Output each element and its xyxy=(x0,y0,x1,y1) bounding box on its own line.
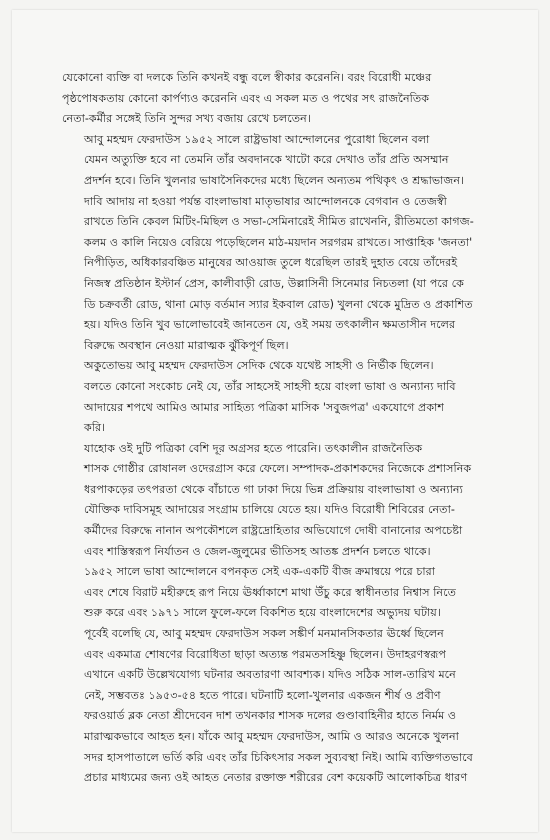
paragraph xyxy=(62,356,516,438)
text-line: মারাত্মকভাবে আহত হন। যাঁকে আবু মহম্মদ ফেরদাউস, আমি ও আরও অনেকে খুলনা xyxy=(84,730,459,743)
text-line: এবং শেষে বিরাট মহীরুহে রূপ নিয়ে ঊর্ধ্বাকাশে মাথা উঁচু করে স্বাধীনতার নিশ্বাস নিতে xyxy=(84,585,456,599)
text-line: পূর্বেই বলেছি যে, আবু মহম্মদ ফেরদাউস সকল সঙ্কীর্ণ মনমানসিকতার ঊর্ধ্বে ছিলেন xyxy=(84,627,444,641)
text-line: সদর হাসপাতালে ভর্তি করি এবং তাঁর চিকিৎসার সকল সুব্যবস্থা নিই। আমি ব্যক্তিগতভাবে xyxy=(84,750,473,764)
text-line: শুরু করে এবং ১৯৭১ সালে ফুলে-ফলে বিকশিত হয়ে বাংলাদেশের অভ্যুদয় ঘটায়। xyxy=(84,606,441,620)
paragraph xyxy=(62,562,516,624)
text-line: রাখতে তিনি কেবল মিটিং-মিছিল ও সভা-সেমিনারেই সীমিত রাখেননি, রীতিমতো কাগজ- xyxy=(84,215,474,229)
text-line: বিরুদ্ধে অবস্থান নেওয়া মারাত্মক ঝুঁকিপূর্ণ ছিল। xyxy=(84,338,289,352)
text-line: শাসক গোষ্ঠীর রোষানল ওদেরগ্রাস করে ফেলে। সম্পাদক-প্রকাশকদের নিজেকে প্রশাসনিক xyxy=(84,462,472,476)
text-line: আবু মহম্মদ ফেরদাউস ১৯৫২ সালে রাষ্ট্রভাষা আন্দোলনের পুরোধা ছিলেন বলা xyxy=(84,132,430,146)
paragraph xyxy=(62,130,516,357)
body-text xyxy=(62,68,516,789)
text-line: আদায়ের শপথে আমিও আমার সাহিত্য পত্রিকা মাসিক 'সবুজপত্র' একযোগে প্রকাশ xyxy=(84,400,445,414)
text-line: নিপীড়িত, অধিকারবঞ্চিত মানুষের আওয়াজ তুলে ধরেছিল তারই দুহাত বেয়ে তাঁদেরই xyxy=(84,256,458,270)
text-line: ১৯৫২ সালে ভাষা আন্দোলনে বপনকৃত সেই এক-একটি বীজ ক্রমান্বয়ে পরে চারা xyxy=(84,565,436,579)
text-line: যাহোক ওই দুটি পত্রিকা বেশি দূর অগ্রসর হতে পারেনি। তৎকালীন রাজনৈতিক xyxy=(84,441,423,455)
text-line: প্রচার মাধ্যমের জন্য ওই আহত নেতার রক্তাক্ত শরীরের বেশ কয়েকটি আলোকচিত্র ধারণ xyxy=(84,771,468,785)
text-line: নেই, সম্ভবতঃ ১৯৫৩-৫৪ হতে পারে। ঘটনাটি হলো-খুলনার একজন শীর্ষ ও প্রবীণ xyxy=(84,688,441,702)
text-line: এবং একমাত্র শোষণের বিরোধিতা ছাড়া অত্যন্ত পরমতসহিষ্ণু ছিলেন। উদাহরণস্বরূপ xyxy=(84,647,446,661)
text-line: ধরপাকড়ের তৎপরতা থেকে বাঁচাতে গা ঢাকা দিয়ে ভিন্ন প্রক্রিয়ায় বাংলাভাষা ও অন্যান্য xyxy=(84,482,463,496)
text-line: হয়। যদিও তিনি খুব ভালোভাবেই জানতেন যে, ওই সময় তৎকালীন ক্ষমতাসীন দলের xyxy=(84,318,456,332)
text-line: ডি চক্রবর্তী রোড, থানা মোড় বর্তমান স্যার ইকবাল রোড) খুলনা থেকে মুদ্রিত ও প্রকাশিত xyxy=(84,297,473,311)
text-line: কর্মীদের বিরুদ্ধে নানান অপকৌশলে রাষ্ট্রদ্রোহিতার অভিযোগে দোষী বানানোর অপচেষ্টা xyxy=(84,524,463,538)
text-line: নেতা-কর্মীর সঙ্গেই তিনি সুন্দর সখ্য বজায় রেখে চলতেন। xyxy=(62,112,311,126)
text-line: যেকোনো ব্যক্তি বা দলকে তিনি কখনই বন্ধু বলে স্বীকার করেননি। বরং বিরোধী মঞ্চের xyxy=(62,71,432,84)
text-line: করি। xyxy=(84,421,106,435)
paragraph xyxy=(62,439,516,563)
text-line: পৃষ্ঠপোষকতায় কোনো কার্পণ্যও করেননি এবং এ সকল মত ও পথের সৎ রাজনৈতিক xyxy=(62,91,430,105)
text-line: এবং শাস্তিস্বরূপ নির্যাতন ও জেল-জুলুমের ভীতিসহ আতঙ্ক প্রদর্শন চলতে থাকে। xyxy=(84,544,431,558)
text-line: কলম ও কালি নিয়েও বেরিয়ে পড়েছিলেন মাঠ-ময়দান সরগরম রাখতে। সাপ্তাহিক 'জনতা' xyxy=(84,235,473,249)
text-line: যৌক্তিক দাবিসমূহ আদায়ের সংগ্রাম চালিয়ে যেতে হয়। যদিও বিরোধী শিবিরের নেতা- xyxy=(84,503,455,517)
book-page xyxy=(12,10,538,832)
text-line: দাবি আদায় না হওয়া পর্যন্ত বাংলাভাষা মাতৃভাষার আন্দোলনকে বেগবান ও তেজস্বী xyxy=(84,194,447,208)
text-line: নিজস্ব প্রতিষ্ঠান ইস্টার্ন প্রেস, কালীবাড়ী রোড, উল্লাসিনী সিনেমার নিচতলা (যা পরে কে xyxy=(84,276,465,290)
text-line: অকুতোভয় আবু মহম্মদ ফেরদাউস সেদিক থেকে যথেষ্ট সাহসী ও নির্ভীক ছিলেন। xyxy=(84,359,434,373)
paragraph xyxy=(62,68,516,130)
text-line: যেমন অত্যুক্তি হবে না তেমনি তাঁর অবদানকে খাটো করে দেখাও তাঁর প্রতি অসম্মান xyxy=(84,153,449,167)
text-line: ফরওয়ার্ড ব্লক নেতা শ্রীদেবেন দাশ তখনকার শাসক দলের গুণ্ডাবাহিনীর হাতে নির্মম ও xyxy=(84,709,457,723)
text-line: প্রদর্শন হবে। তিনি খুলনার ভাষাসৈনিকদের মধ্যে ছিলেন অন্যতম পথিকৃৎ ও শ্রদ্ধাভাজন। xyxy=(84,173,465,187)
text-line: বলতে কোনো সংকোচ নেই যে, তাঁর সাহসেই সাহসী হয়ে বাংলা ভাষা ও অন্যান্য দাবি xyxy=(84,379,456,393)
paragraph xyxy=(62,624,516,789)
text-line: এখানে একটি উল্লেখযোগ্য ঘটনার অবতারণা আবশ্যক। যদিও সঠিক সাল-তারিখ মনে xyxy=(84,668,456,682)
